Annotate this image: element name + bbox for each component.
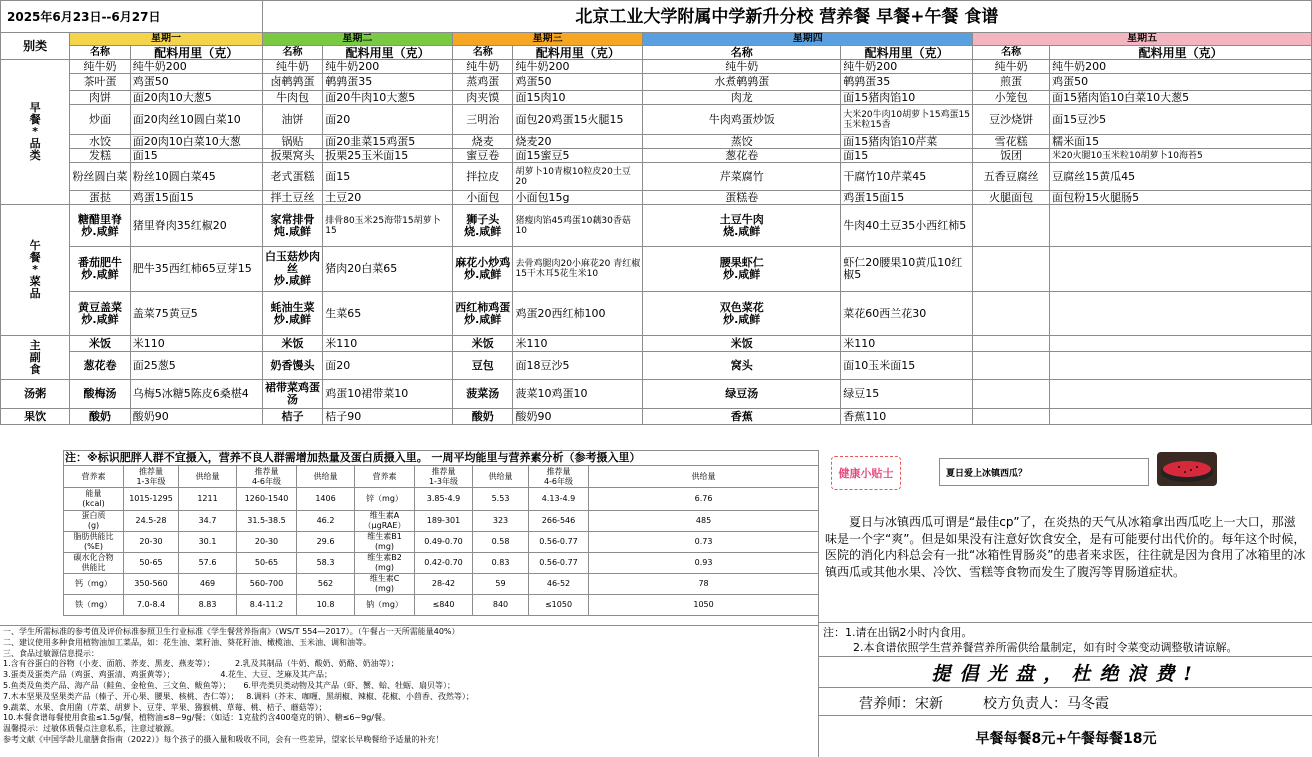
dish-name: 番茄肥牛 炒.咸鲜: [70, 247, 130, 292]
dish-ingredients: [1050, 292, 1312, 336]
dish-name: 肉龙: [643, 91, 841, 105]
nutrition-cell: 29.6: [297, 532, 355, 553]
dish-ingredients: 面15猪肉馅10: [841, 91, 973, 105]
dish-name: 米饭: [70, 336, 130, 352]
nutrition-header: 营养素: [355, 466, 415, 488]
dish-ingredients: 糯米面15: [1050, 135, 1312, 149]
dish-name: 白玉菇炒肉丝 炒.咸鲜: [262, 247, 322, 292]
dish-name: 三明治: [452, 105, 512, 135]
dish-ingredients: 纯牛奶200: [323, 60, 453, 74]
dish-name: 油饼: [262, 105, 322, 135]
dish-ingredients: 桔子90: [323, 409, 453, 425]
dish-ingredients: 酸奶90: [513, 409, 643, 425]
nutrition-cell: 0.56-0.77: [529, 532, 589, 553]
dish-ingredients: 面15: [841, 149, 973, 163]
dish-ingredients: 绿豆15: [841, 380, 973, 409]
table-row: [1, 135, 1312, 149]
note-line: 7.木本坚果及坚果类产品（榛子、开心果、腰果、核桃、杏仁等）； 8.调料（芥末、咖喱、黑胡椒、辣椒、花椒、小茴香、孜然等）；: [3, 691, 474, 701]
dish-ingredients: 盖菜75黄豆5: [130, 292, 262, 336]
dish-name: 火腿面包: [973, 191, 1050, 205]
dish-ingredients: 猪瘦肉馅45鸡蛋10藕30香菇10: [513, 205, 643, 247]
nutrition-cell: 31.5-38.5: [237, 511, 297, 532]
dish-name: 豆沙烧饼: [973, 105, 1050, 135]
nutrition-cell: 58.3: [297, 553, 355, 574]
nutrition-cell: 0.56-0.77: [529, 553, 589, 574]
dish-ingredients: 纯牛奶200: [130, 60, 262, 74]
dish-name: 发糕: [70, 149, 130, 163]
nutrition-cell: 锌（mg）: [355, 488, 415, 511]
nutrition-cell: 266-546: [529, 511, 589, 532]
nutrition-cell: 脂肪供能比 (%E): [64, 532, 124, 553]
dish-ingredients: 生菜65: [323, 292, 453, 336]
dish-name: 酸奶: [452, 409, 512, 425]
dish-name: 烧麦: [452, 135, 512, 149]
nutrition-cell: ≤1050: [529, 595, 589, 616]
dish-ingredients: 面20: [323, 352, 453, 380]
dish-name: 土豆牛肉 烧.咸鲜: [643, 205, 841, 247]
dish-name: 腰果虾仁 炒.咸鲜: [643, 247, 841, 292]
dish-ingredients: 面25葱5: [130, 352, 262, 380]
section-soup: 汤粥: [1, 380, 70, 409]
dish-ingredients: 香蕉110: [841, 409, 973, 425]
nutrition-cell: 50-65: [124, 553, 179, 574]
nutrition-cell: 1406: [297, 488, 355, 511]
dish-name: 奶香馒头: [262, 352, 322, 380]
dish-ingredients: 猪肉20白菜65: [323, 247, 453, 292]
serving-notes: [819, 622, 1312, 657]
dish-ingredients: 面15猪肉馅10芹菜: [841, 135, 973, 149]
nutrition-row: [64, 488, 819, 511]
dish-ingredients: [1050, 409, 1312, 425]
dish-ingredients: 菜花60西兰花30: [841, 292, 973, 336]
health-tips-panel: [818, 450, 1312, 757]
dish-ingredients: 菠菜10鸡蛋10: [513, 380, 643, 409]
nutrition-header: 推荐量 4-6年级: [237, 466, 297, 488]
dish-name: 桔子: [262, 409, 322, 425]
dish-name: 老式蛋糕: [262, 163, 322, 191]
nutrition-cell: 562: [297, 574, 355, 595]
nutrition-cell: 46-52: [529, 574, 589, 595]
nutrition-cell: ≤840: [415, 595, 473, 616]
dish-ingredients: 面15豆沙5: [1050, 105, 1312, 135]
dish-name: [973, 352, 1050, 380]
note-line: 二、建议使用多种食用植物油加工菜品，如：花生油、菜籽油、葵花籽油、橄榄油、玉米油、调和油等。: [3, 637, 371, 647]
amount-header: 配料用里（克）: [841, 46, 973, 60]
table-row: [1, 149, 1312, 163]
dish-name: 家常排骨 炖.咸鲜: [262, 205, 322, 247]
nutrition-cell: 30.1: [179, 532, 237, 553]
nutrition-cell: 28-42: [415, 574, 473, 595]
dish-name: 蛋糕卷: [643, 191, 841, 205]
price-line: 早餐每餐8元+午餐每餐18元: [975, 730, 1157, 747]
date-range: 2025年6月23日--6月27日: [1, 1, 263, 33]
nutrition-header: 供给量: [297, 466, 355, 488]
dish-ingredients: 面18豆沙5: [513, 352, 643, 380]
nutrition-cell: 10.8: [297, 595, 355, 616]
note-line: 3.蛋类及蛋类产品（鸡蛋、鸡蛋清、鸡蛋黄等）； 4.花生、大豆、芝麻及其产品；: [3, 670, 333, 680]
dish-name: 茶叶蛋: [70, 74, 130, 91]
dish-name: 双色菜花 炒.咸鲜: [643, 292, 841, 336]
dish-ingredients: 米20火腿10玉米粒10胡萝卜10海苔5: [1050, 149, 1312, 163]
dish-ingredients: 鸡蛋20西红柿100: [513, 292, 643, 336]
dish-name: [973, 380, 1050, 409]
day-header-2: 星期二: [262, 33, 452, 46]
table-row: [1, 105, 1312, 135]
page-title: 北京工业大学附属中学新升分校 营养餐 早餐+午餐 食谱: [262, 1, 1311, 33]
dish-name: 绿豆汤: [643, 380, 841, 409]
slogan: 提倡光盘，杜绝浪费!: [819, 656, 1312, 688]
amount-header: 配料用里（克）: [130, 46, 262, 60]
dish-name: 蜜豆卷: [452, 149, 512, 163]
dish-ingredients: 扳栗25玉米面15: [323, 149, 453, 163]
day-header-4: 星期四: [643, 33, 973, 46]
nutrition-cell: 0.83: [473, 553, 529, 574]
nutrition-cell: 34.7: [179, 511, 237, 532]
dish-ingredients: 面15蜜豆5: [513, 149, 643, 163]
amount-header: 配料用里（克）: [323, 46, 453, 60]
notes-block: [0, 625, 818, 757]
name-header: 名称: [643, 46, 841, 60]
table-row: [1, 352, 1312, 380]
name-header: 名称: [262, 46, 322, 60]
dish-ingredients: 面20肉10白菜10大葱: [130, 135, 262, 149]
nutrition-note-row: [64, 451, 819, 466]
section-fruit: 果饮: [1, 409, 70, 425]
dish-ingredients: 面15: [323, 163, 453, 191]
dish-name: 裙带菜鸡蛋汤: [262, 380, 322, 409]
nutrition-cell: 0.42-0.70: [415, 553, 473, 574]
dish-name: 饭团: [973, 149, 1050, 163]
dish-ingredients: 鸡蛋50: [1050, 74, 1312, 91]
nutrition-header: 推荐量 1-3年级: [124, 466, 179, 488]
serving-note-1: 注：1.请在出锅2小时内食用。: [823, 626, 973, 639]
nutrition-cell: 铁（mg）: [64, 595, 124, 616]
table-row: [1, 163, 1312, 191]
dish-ingredients: 面20肉10大葱5: [130, 91, 262, 105]
dish-name: 扳栗窝头: [262, 149, 322, 163]
dish-ingredients: 排骨80玉米25海带15胡萝卜15: [323, 205, 453, 247]
dish-name: 雪花糕: [973, 135, 1050, 149]
table-row: [1, 91, 1312, 105]
nutrition-cell: 840: [473, 595, 529, 616]
dish-ingredients: 面20韭菜15鸡蛋5: [323, 135, 453, 149]
dish-name: [973, 292, 1050, 336]
dish-ingredients: [1050, 336, 1312, 352]
principal: 校方负责人：马冬霞: [983, 695, 1109, 712]
nutrition-cell: 1211: [179, 488, 237, 511]
dish-name: 米饭: [452, 336, 512, 352]
dish-ingredients: 鸡蛋50: [130, 74, 262, 91]
dish-name: 米饭: [643, 336, 841, 352]
dish-ingredients: 虾仁20腰果10黄瓜10红椒5: [841, 247, 973, 292]
note-line: 1.含有谷蛋白的谷物（小麦、面筋、荞麦、黑麦、燕麦等）； 2.乳及其制品（牛奶、酸奶、奶酪、奶油等）；: [3, 659, 399, 669]
nutrition-cell: 469: [179, 574, 237, 595]
dish-name: 水饺: [70, 135, 130, 149]
nutrition-cell: 维生素B1 (mg): [355, 532, 415, 553]
dish-name: 蚝油生菜 炒.咸鲜: [262, 292, 322, 336]
nutrition-cell: 20-30: [237, 532, 297, 553]
dish-ingredients: 纯牛奶200: [513, 60, 643, 74]
dish-name: 菠菜汤: [452, 380, 512, 409]
dish-ingredients: 鸡蛋15面15: [841, 191, 973, 205]
dish-ingredients: 猪里脊肉35红椒20: [130, 205, 262, 247]
dish-name: [973, 336, 1050, 352]
dish-ingredients: 豆腐丝15黄瓜45: [1050, 163, 1312, 191]
dietitian: 营养师：宋新: [859, 695, 943, 712]
nutrition-header: 营养素: [64, 466, 124, 488]
dish-name: 小面包: [452, 191, 512, 205]
nutrition-cell: 1260-1540: [237, 488, 297, 511]
dish-ingredients: 米110: [130, 336, 262, 352]
dish-name: 狮子头 烧.咸鲜: [452, 205, 512, 247]
dish-ingredients: 鸡蛋50: [513, 74, 643, 91]
nutrition-note: 注：※标识肥胖人群不宜摄入，营养不良人群需增加热量及蛋白质摄入里。 一周平均能里与营养素分析（参考摄入里）: [64, 451, 819, 466]
watermelon-image: [1157, 452, 1217, 486]
dish-name: 酸梅汤: [70, 380, 130, 409]
nutrition-cell: 78: [589, 574, 819, 595]
note-line: 三、食品过敏源信息提示：: [3, 648, 99, 658]
dish-ingredients: 大米20牛肉10胡萝卜15鸡蛋15玉米粒15香: [841, 105, 973, 135]
nutrition-cell: 46.2: [297, 511, 355, 532]
dish-name: 肉饼: [70, 91, 130, 105]
table-row: [1, 60, 1312, 74]
badge-text: 健康小贴士: [838, 467, 894, 480]
dish-ingredients: 面15肉10: [513, 91, 643, 105]
dish-name: 拌土豆丝: [262, 191, 322, 205]
nutrition-cell: 钙（mg）: [64, 574, 124, 595]
dish-name: 芹菜腐竹: [643, 163, 841, 191]
dish-name: 香蕉: [643, 409, 841, 425]
dish-ingredients: 面20牛肉10大葱5: [323, 91, 453, 105]
nutrition-cell: 57.6: [179, 553, 237, 574]
serving-note-2: 2.本食谱依照学生营养餐营养所需供给量制定，如有时令菜变动调整敬请谅解。: [853, 641, 1238, 654]
nutrition-row: [64, 574, 819, 595]
nutrition-header: 推荐量 4-6年级: [529, 466, 589, 488]
dish-name: 肉夹馍: [452, 91, 512, 105]
dish-name: 小笼包: [973, 91, 1050, 105]
dish-name: 牛肉鸡蛋炒饭: [643, 105, 841, 135]
dish-name: 纯牛奶: [70, 60, 130, 74]
nutrition-cell: 485: [589, 511, 819, 532]
note-line: 5.鱼类及鱼类产品、海产品（鲑鱼、金枪鱼、三文鱼、鲅鱼等）； 6.甲壳类贝类动物及其产品（虾、蟹、蛤、牡蛎、扇贝等）；: [3, 680, 455, 690]
dish-ingredients: 面20: [323, 105, 453, 135]
dish-ingredients: 鹌鹑蛋35: [841, 74, 973, 91]
nutrition-header: 供给量: [179, 466, 237, 488]
nutrition-cell: 4.13-4.9: [529, 488, 589, 511]
dish-name: 五香豆腐丝: [973, 163, 1050, 191]
nutrition-cell: 560-700: [237, 574, 297, 595]
dish-ingredients: 鸡蛋15面15: [130, 191, 262, 205]
category-header: 别类: [1, 33, 70, 60]
table-row: [1, 380, 1312, 409]
nutrition-cell: 蛋白质 (g): [64, 511, 124, 532]
dish-name: 葱花卷: [70, 352, 130, 380]
note-line: 9.蔬菜、水果、食用菌（芹菜、胡萝卜、豆芽、苹果、猕猴桃、草莓、桃、桔子、蘑菇等）；: [3, 702, 327, 712]
table-row: [1, 1, 1312, 33]
dish-name: 窝头: [643, 352, 841, 380]
nutrition-cell: 24.5-28: [124, 511, 179, 532]
nutrition-cell: 8.83: [179, 595, 237, 616]
nutrition-cell: 能量 (kcal): [64, 488, 124, 511]
tips-article: 夏日与冰镇西瓜可谓是“最佳cp”了，在炎热的天气从冰箱拿出西瓜吃上一大口，那滋味是一个字“爽”。但是如果没有注意好饮食安全，是有可能要付出代价的。每年这个时候，医院的消化内科总会有一批“冰箱性胃肠炎”的患者来求医，往往就是因为食用了冰箱里的冰镇西瓜或其他水果、冷饮、雪糕等食物而发生了腹泻等胃肠道症状。: [825, 515, 1306, 579]
dish-name: 蒸鸡蛋: [452, 74, 512, 91]
dish-name: 糖醋里脊 炒.咸鲜: [70, 205, 130, 247]
dish-name: 炒面: [70, 105, 130, 135]
dish-name: 米饭: [262, 336, 322, 352]
dish-name: 纯牛奶: [643, 60, 841, 74]
section-breakfast: 早 餐 * 品 类: [1, 60, 70, 205]
nutrition-cell: 350-560: [124, 574, 179, 595]
nutrition-panel: [63, 450, 818, 616]
nutrition-cell: 0.58: [473, 532, 529, 553]
nutrition-table: [63, 450, 819, 616]
name-header: 名称: [70, 46, 130, 60]
dish-name: 水煮鹌鹑蛋: [643, 74, 841, 91]
dish-ingredients: 纯牛奶200: [1050, 60, 1312, 74]
dish-name: 牛肉包: [262, 91, 322, 105]
table-row: [1, 292, 1312, 336]
nutrition-cell: 维生素A（μgRAE）: [355, 511, 415, 532]
dish-ingredients: 肥牛35西红柿65豆芽15: [130, 247, 262, 292]
dish-name: 锅贴: [262, 135, 322, 149]
dish-ingredients: 去骨鸡腿肉20小麻花20 青红椒15干木耳5花生米10: [513, 247, 643, 292]
dish-name: 蒸饺: [643, 135, 841, 149]
dish-ingredients: 酸奶90: [130, 409, 262, 425]
table-row: [1, 247, 1312, 292]
nutrition-cell: 0.49-0.70: [415, 532, 473, 553]
nutrition-cell: 1015-1295: [124, 488, 179, 511]
dish-ingredients: 米110: [323, 336, 453, 352]
health-tips-badge: [831, 456, 901, 490]
nutrition-row: [64, 511, 819, 532]
dish-ingredients: 面15猪肉馅10白菜10大葱5: [1050, 91, 1312, 105]
dish-name: 纯牛奶: [262, 60, 322, 74]
nutrition-cell: 碳水化合物 供能比: [64, 553, 124, 574]
dish-ingredients: [1050, 205, 1312, 247]
table-row: [1, 205, 1312, 247]
section-staple: 主 副 食: [1, 336, 70, 380]
dish-name: 黄豆盖菜 炒.咸鲜: [70, 292, 130, 336]
dish-name: 豆包: [452, 352, 512, 380]
dish-ingredients: 面包粉15火腿肠5: [1050, 191, 1312, 205]
nutrition-cell: 59: [473, 574, 529, 595]
dish-name: [973, 247, 1050, 292]
amount-header: 配料用里（克）: [513, 46, 643, 60]
dish-ingredients: 面10玉米面15: [841, 352, 973, 380]
nutrition-header: 推荐量 1-3年级: [415, 466, 473, 488]
nutrition-cell: 20-30: [124, 532, 179, 553]
nutrition-header: 供给量: [473, 466, 529, 488]
dish-name: 煎蛋: [973, 74, 1050, 91]
tips-title: 夏日爱上冰镇西瓜？: [939, 458, 1149, 486]
nutrition-cell: 323: [473, 511, 529, 532]
note-line: 参考文献《中国学龄儿童膳食指南（2022）》每个孩子的摄入量和吸收不同，会有一些差异，望家长早晚餐给予适量的补充！: [3, 734, 444, 744]
nutrition-cell: 8.4-11.2: [237, 595, 297, 616]
dish-ingredients: 面15: [130, 149, 262, 163]
dish-ingredients: 面包20鸡蛋15火腿15: [513, 105, 643, 135]
table-row: [1, 33, 1312, 46]
dish-ingredients: 胡萝卜10青椒10粒皮20土豆20: [513, 163, 643, 191]
amount-header: 配料用里（克）: [1050, 46, 1312, 60]
dish-name: [973, 409, 1050, 425]
section-lunch: 午 餐 * 菜 品: [1, 205, 70, 336]
name-header: 名称: [452, 46, 512, 60]
dish-ingredients: 米110: [841, 336, 973, 352]
dish-ingredients: 干腐竹10芹菜45: [841, 163, 973, 191]
dish-ingredients: 烧麦20: [513, 135, 643, 149]
dish-name: 葱花卷: [643, 149, 841, 163]
nutrition-cell: 50-65: [237, 553, 297, 574]
dish-name: 拌拉皮: [452, 163, 512, 191]
nutrition-row: [64, 553, 819, 574]
dish-name: 卤鹌鹑蛋: [262, 74, 322, 91]
dish-ingredients: [1050, 247, 1312, 292]
nutrition-cell: 3.85-4.9: [415, 488, 473, 511]
note-line: 10.本餐食谱每餐使用食盐≤1.5g/餐，植物油≤8~9g/餐；（如适：1克盐约含400毫克的钠）、糖≤6~9g/餐。: [3, 713, 390, 723]
dish-name: 麻花小炒鸡 炒.咸鲜: [452, 247, 512, 292]
dish-ingredients: 牛肉40土豆35小西红柿5: [841, 205, 973, 247]
dish-name: 蛋挞: [70, 191, 130, 205]
day-header-5: 星期五: [973, 33, 1312, 46]
table-row: [1, 336, 1312, 352]
dish-name: 纯牛奶: [452, 60, 512, 74]
dish-ingredients: 小面包15g: [513, 191, 643, 205]
staff-line: [819, 690, 1312, 716]
nutrition-cell: 189-301: [415, 511, 473, 532]
table-row: [1, 46, 1312, 60]
note-line: 温馨提示：过敏体质餐点注意私系，注意过敏源。: [3, 724, 179, 734]
dish-ingredients: [1050, 352, 1312, 380]
dish-ingredients: 鹌鹑蛋35: [323, 74, 453, 91]
table-row: [1, 74, 1312, 91]
note-line: 一、学生所需标准的参考值及评价标准参照卫生行业标准《学生餐营养指南》（WS/T 554—2017）。（午餐占一天所需能量40%）: [3, 627, 460, 636]
name-header: 名称: [973, 46, 1050, 60]
dish-ingredients: 纯牛奶200: [841, 60, 973, 74]
nutrition-cell: 0.93: [589, 553, 819, 574]
dish-name: 纯牛奶: [973, 60, 1050, 74]
dish-ingredients: 土豆20: [323, 191, 453, 205]
nutrition-cell: 6.76: [589, 488, 819, 511]
day-header-3: 星期三: [452, 33, 642, 46]
dish-name: 西红柿鸡蛋 炒.咸鲜: [452, 292, 512, 336]
nutrition-cell: 7.0-8.4: [124, 595, 179, 616]
nutrition-row: [64, 532, 819, 553]
nutrition-header: 供给量: [589, 466, 819, 488]
nutrition-cell: 维生素C (mg): [355, 574, 415, 595]
dish-name: 粉丝圆白菜: [70, 163, 130, 191]
table-row: [1, 191, 1312, 205]
dish-name: 酸奶: [70, 409, 130, 425]
dish-ingredients: 米110: [513, 336, 643, 352]
nutrition-row: [64, 595, 819, 616]
dish-ingredients: 乌梅5冰糖5陈皮6桑椹4: [130, 380, 262, 409]
dish-ingredients: 粉丝10圆白菜45: [130, 163, 262, 191]
table-row: [1, 409, 1312, 425]
nutrition-cell: 0.73: [589, 532, 819, 553]
dish-name: [973, 205, 1050, 247]
dish-ingredients: 面20肉丝10圆白菜10: [130, 105, 262, 135]
dish-ingredients: 鸡蛋10裙带菜10: [323, 380, 453, 409]
nutrition-cell: 5.53: [473, 488, 529, 511]
nutrition-cell: 维生素B2 (mg): [355, 553, 415, 574]
day-header-1: 星期一: [70, 33, 262, 46]
dish-ingredients: [1050, 380, 1312, 409]
nutrition-cell: 1050: [589, 595, 819, 616]
nutrition-cell: 钠（mg）: [355, 595, 415, 616]
nutrition-header-row: [64, 466, 819, 488]
